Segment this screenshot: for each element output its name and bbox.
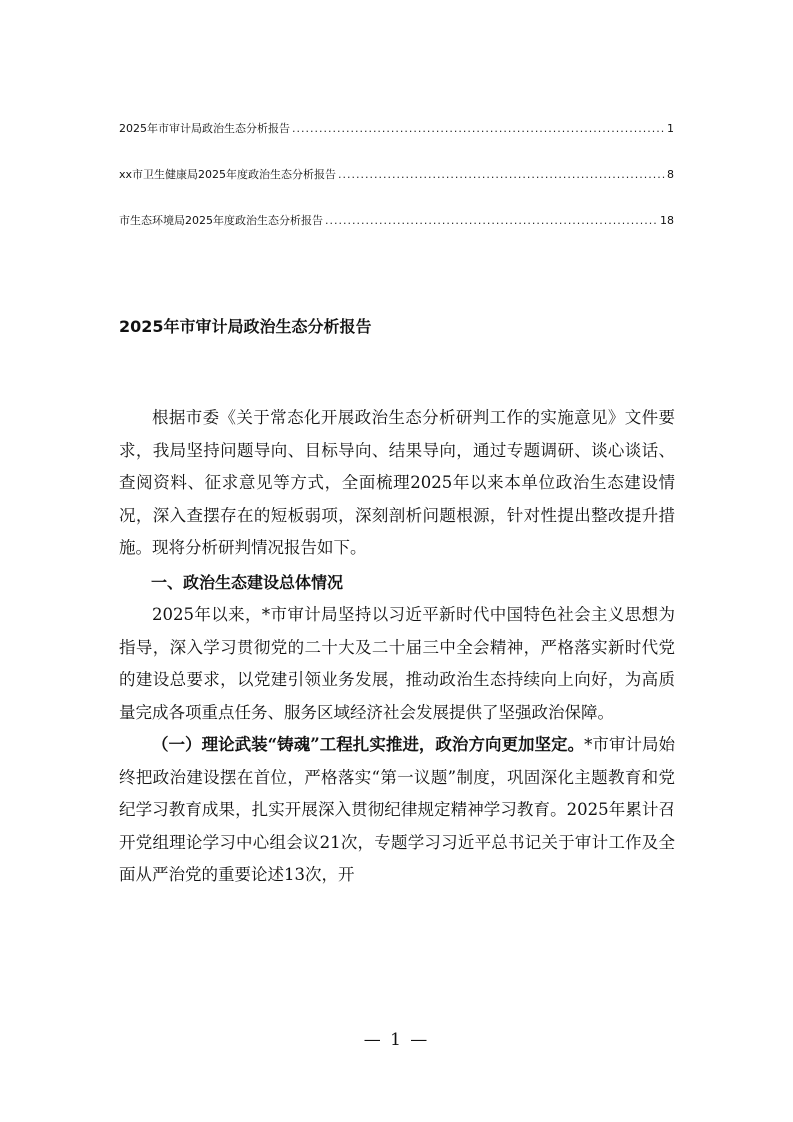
intro-paragraph: 根据市委《关于常态化开展政治生态分析研判工作的实施意见》文件要求，我局坚持问题导向、目标导向、结果导向，通过专题调研、谈心谈话、查阅资料、征求意见等方式，全面梳理2025年以来本单位政治生态建设情况，深入查摆存在的短板弱项，深刻剖析问题根源，针对性提出整改提升措施。现将分析研判情况报告如下。 [119, 408, 675, 557]
toc-entry-title: 2025年市审计局政治生态分析报告 [119, 122, 290, 135]
table-of-contents [119, 120, 674, 229]
toc-leader-dots [325, 214, 658, 227]
toc-leader-dots [292, 122, 665, 135]
toc-entry-title: xx市卫生健康局2025年度政治生态分析报告 [119, 168, 337, 181]
section-paragraph: 2025年以来，*市审计局坚持以习近平新时代中国特色社会主义思想为指导，深入学习贯彻党的二十大及二十届三中全会精神，严格落实新时代党的建设总要求，以党建引领业务发展，推动政治生态持续向上向好，为高质量完成各项重点任务、服务区域经济社会发展提供了坚强政治保障。 [119, 605, 675, 722]
page-number: — 1 — [363, 1030, 430, 1050]
section-heading: 一、政治生态建设总体情况 [151, 572, 344, 592]
toc-entry-page: 8 [667, 168, 674, 181]
subsection-heading: （一）理论武装“铸魂”工程扎实推进，政治方向更加坚定。 [152, 735, 585, 754]
toc-entry-page: 18 [660, 214, 674, 227]
article-title: 2025年市审计局政治生态分析报告 [119, 317, 372, 336]
toc-leader-dots [338, 168, 665, 181]
subsection-paragraph [119, 729, 675, 892]
article-body [119, 402, 675, 892]
toc-entry[interactable] [119, 120, 674, 137]
toc-entry[interactable] [119, 212, 674, 229]
subsection-text: *市审计局始终把政治建设摆在首位，严格落实“第一议题”制度，巩固深化主题教育和党纪学习教育成果，扎实开展深入贯彻纪律规定精神学习教育。2025年累计召开党组理论学习中心组会议21次，专题学习习近平总书记关于审计工作及全面从严治党的重要论述13次，开 [119, 735, 676, 884]
toc-entry-title: 市生态环境局2025年度政治生态分析报告 [119, 214, 323, 227]
toc-entry-page: 1 [667, 122, 674, 135]
toc-entry[interactable] [119, 166, 674, 183]
